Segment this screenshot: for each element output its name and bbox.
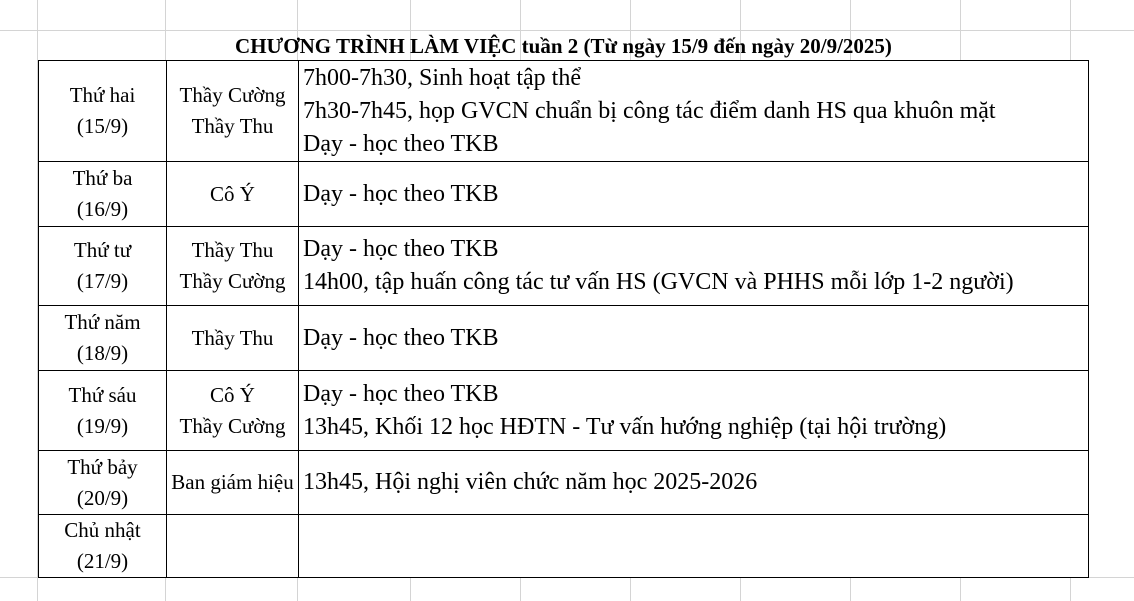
table-row — [39, 515, 1089, 578]
activity-cell[interactable] — [299, 515, 1089, 578]
person-name: Thầy Thu — [191, 114, 274, 138]
day-label: Chủ nhật — [64, 518, 141, 542]
person-name: Cô Ý — [210, 382, 255, 407]
day-date: (18/9) — [76, 341, 129, 365]
day-cell[interactable] — [39, 451, 167, 515]
person-cell[interactable] — [167, 61, 299, 162]
grid-line — [0, 30, 1134, 31]
day-date: (19/9) — [76, 413, 129, 438]
activity-cell[interactable] — [299, 227, 1089, 306]
day-date: (15/9) — [76, 114, 129, 138]
table-row — [39, 162, 1089, 227]
activity-cell[interactable] — [299, 306, 1089, 371]
activity-line: 14h00, tập huấn công tác tư vấn HS (GVCN và PHHS mỗi lớp 1-2 người) — [303, 269, 1014, 295]
table-row — [39, 451, 1089, 515]
person-cell[interactable] — [167, 227, 299, 306]
table-row — [39, 306, 1089, 371]
activity-line: Dạy - học theo TKB — [303, 324, 499, 351]
table-row — [39, 371, 1089, 451]
activity-cell[interactable] — [299, 451, 1089, 515]
activity-cell[interactable] — [299, 162, 1089, 227]
activity-line: 13h45, Khối 12 học HĐTN - Tư vấn hướng nghiệp (tại hội trường) — [303, 413, 947, 440]
day-date: (17/9) — [76, 269, 129, 293]
person-name: Cô Ý — [210, 181, 255, 206]
person-name: Thầy Thu — [191, 325, 274, 350]
day-cell[interactable] — [39, 61, 167, 162]
person-cell[interactable] — [167, 515, 299, 578]
day-date: (16/9) — [76, 197, 129, 221]
day-date: (20/9) — [76, 485, 129, 510]
day-cell[interactable] — [39, 371, 167, 451]
person-cell[interactable] — [167, 371, 299, 451]
activity-line: 13h45, Hội nghị viên chức năm học 2025-2026 — [303, 469, 758, 495]
schedule-table — [38, 60, 1089, 578]
person-name: Thầy Cường — [179, 413, 286, 438]
day-cell[interactable] — [39, 306, 167, 371]
day-label: Thứ tư — [73, 238, 132, 262]
day-label: Thứ hai — [69, 83, 136, 107]
schedule-title: CHƯƠNG TRÌNH LÀM VIỆC tuần 2 (Từ ngày 15/9 đến ngày 20/9/2025) — [235, 34, 892, 58]
table-row — [39, 61, 1089, 162]
activity-line: Dạy - học theo TKB — [303, 380, 499, 407]
activity-cell[interactable] — [299, 61, 1089, 162]
activity-line: Dạy - học theo TKB — [303, 236, 499, 262]
person-name: Thầy Cường — [179, 269, 286, 293]
person-name: Thầy Thu — [191, 238, 274, 262]
day-date: (21/9) — [76, 549, 129, 573]
activity-line: 7h30-7h45, họp GVCN chuẩn bị công tác điểm danh HS qua khuôn mặt — [303, 97, 996, 124]
activity-cell[interactable] — [299, 371, 1089, 451]
day-cell[interactable] — [39, 162, 167, 227]
activity-line: Dạy - học theo TKB — [303, 130, 499, 157]
day-label: Thứ sáu — [68, 382, 137, 407]
person-cell[interactable] — [167, 162, 299, 227]
day-cell[interactable] — [39, 515, 167, 578]
activity-line: 7h00-7h30, Sinh hoạt tập thể — [303, 64, 581, 91]
day-label: Thứ bảy — [67, 454, 138, 479]
table-row — [39, 227, 1089, 306]
person-name: Ban giám hiệu — [171, 470, 294, 494]
activity-line: Dạy - học theo TKB — [303, 180, 499, 207]
day-label: Thứ ba — [72, 166, 133, 190]
person-cell[interactable] — [167, 306, 299, 371]
person-name: Thầy Cường — [179, 83, 286, 107]
day-label: Thứ năm — [64, 310, 141, 334]
day-cell[interactable] — [39, 227, 167, 306]
person-cell[interactable] — [167, 451, 299, 515]
